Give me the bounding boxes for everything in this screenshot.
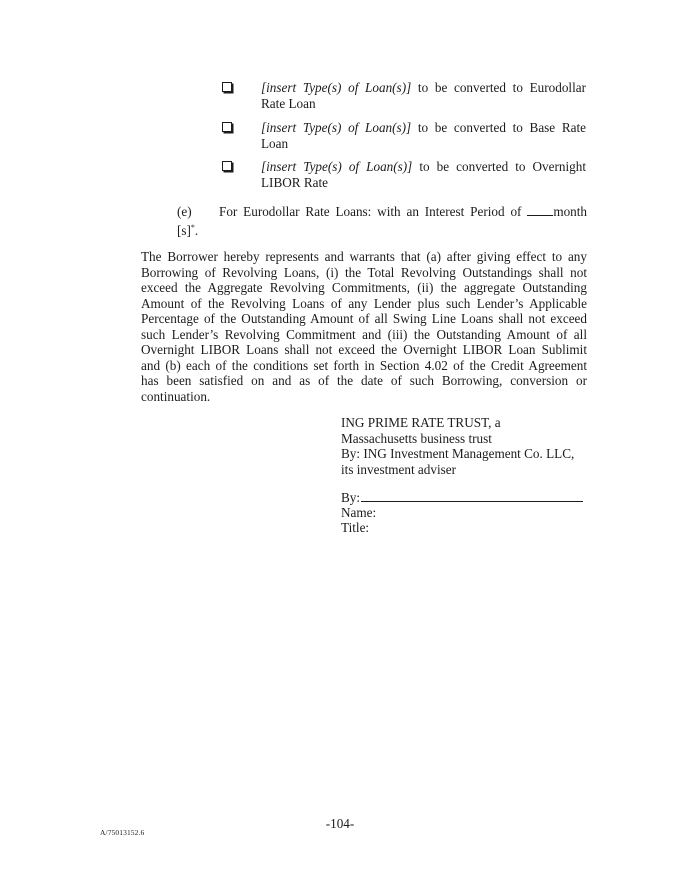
interest-period-blank [527, 204, 553, 216]
paragraph-line: has been satisfied on and as of the date of such Borrowing, conversion or [141, 373, 587, 388]
by-label: By: [341, 490, 361, 505]
interest-period-unit: month [553, 204, 588, 219]
representation-paragraph [141, 249, 587, 404]
conversion-text-cont: LIBOR Rate [261, 174, 329, 190]
interest-period-text: For Eurodollar Rate Loans: with an Interest Period of [219, 204, 522, 219]
checkbox-icon [222, 122, 232, 132]
signature-block [341, 415, 591, 477]
paragraph-line: Percentage of the Outstanding Amount of all Swing Line Loans shall not exceed [141, 311, 587, 326]
conversion-text: to be converted to Overnight [419, 159, 586, 174]
checkbox-item-text [261, 80, 586, 111]
item-e-continuation: [s]*. [177, 223, 199, 238]
conversion-text: to be converted to Eurodollar [417, 80, 586, 95]
paragraph-line: continuation. [141, 388, 211, 404]
paragraph-line: Borrowing of Revolving Loans, (i) the Total Revolving Outstandings shall not [141, 264, 587, 280]
insert-placeholder: [insert Type(s) of Loan(s)] [261, 80, 412, 95]
page-number: -104- [325, 816, 355, 831]
signatory-role: its investment adviser [341, 461, 457, 477]
conversion-text: to be converted to Base Rate [417, 120, 586, 135]
name-label: Name: [341, 504, 377, 520]
signatory-type: Massachusetts business trust [341, 430, 492, 446]
paragraph-line: Amount of the Revolving Loans of any Lender plus such Lender’s Applicable [141, 295, 587, 311]
checkbox-item-text [261, 120, 586, 151]
paragraph-line: exceed the Aggregate Revolving Commitments, (ii) the aggregate Outstanding [141, 280, 587, 295]
conversion-text-cont: Loan [261, 135, 289, 151]
by-field [341, 489, 591, 505]
paragraph-line: such Lender’s Revolving Commitment and (iii) the Outstanding Amount of all [141, 326, 587, 342]
signatory-by: By: ING Investment Management Co. LLC, [341, 446, 575, 461]
paragraph-line: and (b) each of the conditions set forth in Section 4.02 of the Credit Agreement [141, 357, 587, 373]
checkbox-icon [222, 82, 232, 92]
document-id: A/75013152.6 [100, 828, 145, 837]
paragraph-line: Overnight LIBOR Loans shall not exceed the Overnight LIBOR Loan Sublimit [141, 342, 587, 357]
item-e-text [219, 204, 587, 220]
signature-fields [341, 489, 591, 536]
checkbox-icon [222, 161, 232, 171]
signature-line[interactable] [361, 489, 583, 502]
item-e-marker: (e) [177, 204, 192, 219]
paragraph-line: The Borrower hereby represents and warrants that (a) after giving effect to any [141, 249, 587, 264]
title-label: Title: [341, 520, 370, 535]
checkbox-item-text [261, 159, 586, 190]
insert-placeholder: [insert Type(s) of Loan(s)] [261, 120, 412, 135]
conversion-text-cont: Rate Loan [261, 95, 316, 111]
signatory-name: ING PRIME RATE TRUST, a [341, 415, 501, 430]
insert-placeholder: [insert Type(s) of Loan(s)] [261, 159, 413, 174]
footnote-mark: * [190, 223, 195, 232]
